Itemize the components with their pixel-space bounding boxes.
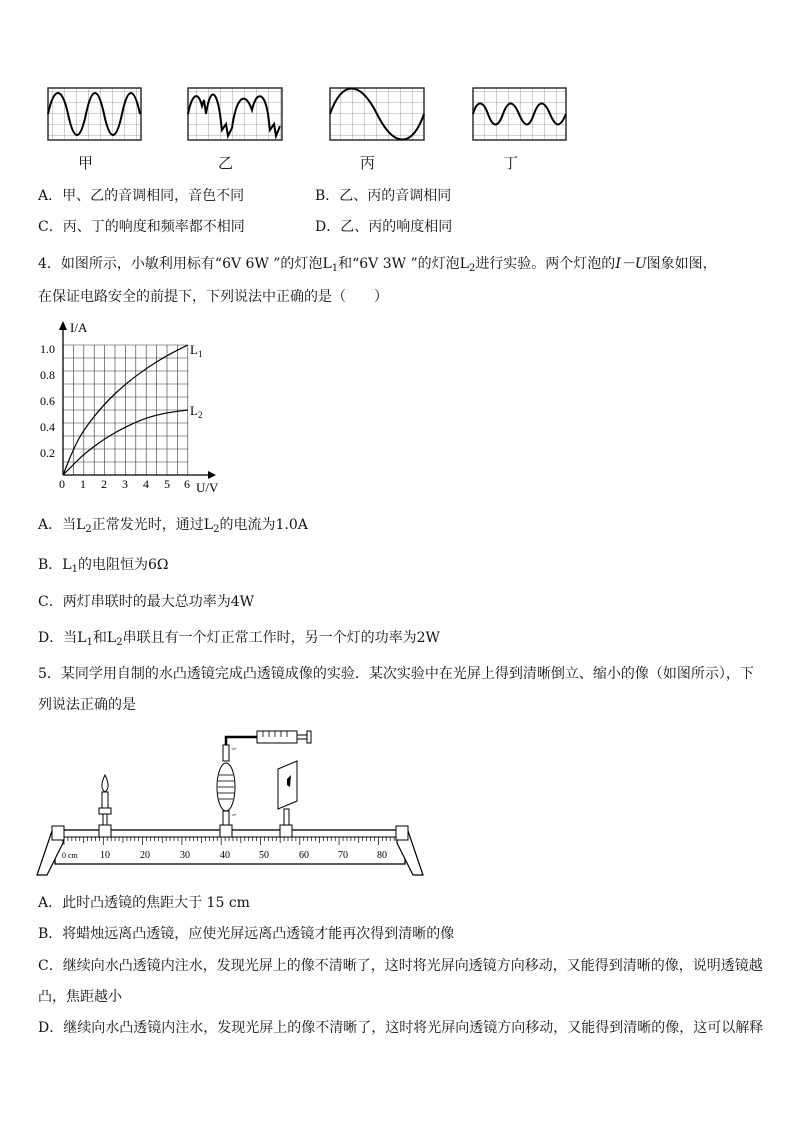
y-tick-0-6: 0.6 bbox=[40, 394, 55, 408]
q4-option-b: B．$L_1$的电阻恒为6Ω bbox=[38, 557, 169, 575]
bench-tick-20: 20 bbox=[140, 850, 150, 861]
y-tick-1-0: 1.0 bbox=[40, 342, 55, 356]
y-axis-label: I/A bbox=[70, 320, 88, 335]
candle-icon bbox=[99, 775, 111, 837]
bench-tick-30: 30 bbox=[180, 850, 190, 861]
bench-tick-50: 50 bbox=[259, 850, 269, 861]
x-tick-2: 2 bbox=[101, 477, 107, 491]
q5-option-d-line1: D．继续向水凸透镜内注水，发现光屏上的像不清晰了，这时将光屏向透镜方向移动，又能得到清晰的像，这可以解释 bbox=[38, 1020, 764, 1036]
q5-option-c-line1: C．继续向水凸透镜内注水，发现光屏上的像不清晰了，这时将光屏向透镜方向移动，又能得到清晰的像，说明透镜越 bbox=[38, 958, 763, 974]
x-axis-label: U/V bbox=[196, 480, 219, 495]
q3-option-b: B．乙、丙的音调相同 bbox=[315, 188, 452, 204]
q3-option-d: D．乙、丙的响度相同 bbox=[315, 219, 453, 235]
y-tick-0-8: 0.8 bbox=[40, 368, 55, 382]
x-tick-0: 0 bbox=[59, 477, 65, 491]
q4-stem-line1: 4．如图所示，小敏利用标有“6V 6W ”的灯泡$L_1$和“6V 3W ”的灯泡$L_2$进行实验。两个灯泡的I－U图象如图， bbox=[38, 256, 717, 274]
x-tick-5: 5 bbox=[164, 477, 170, 491]
x-tick-1: 1 bbox=[80, 477, 86, 491]
wave-jia bbox=[48, 88, 141, 140]
x-tick-4: 4 bbox=[143, 477, 149, 491]
series-l2-label: $L_2$ bbox=[190, 403, 203, 420]
svg-text:∽: ∽ bbox=[231, 745, 237, 753]
bench-tick-10: 10 bbox=[100, 850, 110, 861]
x-tick-3: 3 bbox=[122, 477, 128, 491]
q3-option-a: A．甲、乙的音调相同，音色不同 bbox=[38, 188, 245, 204]
bench-tick-40: 40 bbox=[220, 850, 230, 861]
iu-chart bbox=[30, 318, 230, 500]
bench-tick-0: 0 cm bbox=[62, 851, 78, 860]
wave-label-bing: 丙 bbox=[360, 154, 376, 172]
optical-bench-figure bbox=[35, 725, 425, 880]
water-lens-icon bbox=[217, 745, 237, 837]
y-tick-0-4: 0.4 bbox=[40, 420, 55, 434]
q4-option-d: D．当$L_1$和$L_2$串联且有一个灯正常工作时，另一个灯的功率为2W bbox=[38, 630, 440, 648]
wave-label-ding: 丁 bbox=[503, 154, 519, 172]
light-screen-icon bbox=[278, 761, 297, 837]
q5-option-c-line2: 凸，焦距越小 bbox=[38, 989, 122, 1005]
q3-option-c: C．丙、丁的响度和频率都不相同 bbox=[38, 219, 245, 235]
syringe-icon bbox=[226, 731, 311, 745]
bench-tick-60: 60 bbox=[299, 850, 309, 861]
y-tick-0-2: 0.2 bbox=[40, 446, 55, 460]
bench-tick-80: 80 bbox=[377, 850, 387, 861]
q5-option-b: B．将蜡烛远离凸透镜，应使光屏远离凸透镜才能再次得到清晰的像 bbox=[38, 926, 455, 942]
bench-tick-70: 70 bbox=[338, 850, 348, 861]
svg-text:∽: ∽ bbox=[231, 811, 237, 819]
q4-option-a: A．当$L_2$正常发光时，通过$L_2$的电流为1.0A bbox=[38, 517, 308, 535]
y-axis-arrow-icon bbox=[59, 321, 67, 330]
wave-label-yi: 乙 bbox=[218, 154, 234, 172]
wave-bing bbox=[330, 88, 424, 140]
x-axis-arrow-icon bbox=[208, 471, 216, 479]
q5-stem-line2: 列说法正确的是 bbox=[38, 697, 136, 713]
wave-ding bbox=[473, 88, 566, 140]
q5-option-a: A．此时凸透镜的焦距大于 15 cm bbox=[38, 895, 250, 911]
wave-yi bbox=[188, 88, 282, 140]
q4-stem-line2: 在保证电路安全的前提下，下列说法中正确的是（ ） bbox=[38, 289, 388, 305]
series-l1-label: $L_1$ bbox=[190, 342, 203, 359]
q4-option-c: C．两灯串联时的最大总功率为4W bbox=[38, 594, 255, 610]
q5-stem-line1: 5．某同学用自制的水凸透镜完成凸透镜成像的实验．某次实验中在光屏上得到清晰倒立、缩小的像（如图所示），下 bbox=[38, 666, 754, 682]
wave-label-jia: 甲 bbox=[78, 154, 94, 172]
x-tick-6: 6 bbox=[184, 477, 190, 491]
